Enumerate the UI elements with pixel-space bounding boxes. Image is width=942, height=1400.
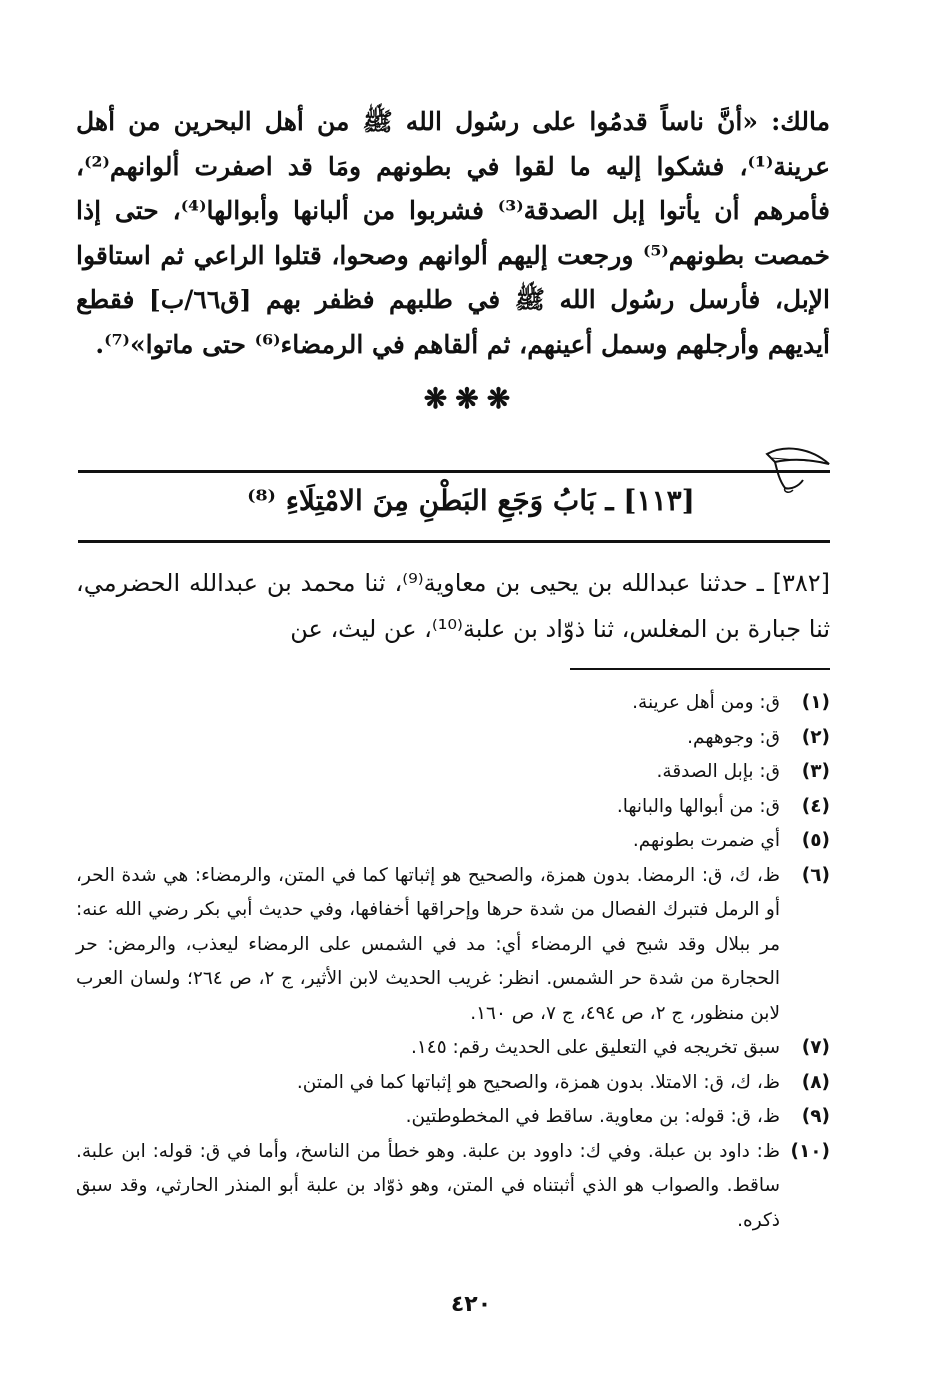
footnote-number: (٣) — [801, 761, 830, 782]
footnote-item — [76, 1135, 830, 1239]
footnote-item — [76, 824, 830, 859]
page-number: ٤٢٠ — [450, 1292, 492, 1317]
footnote-item — [76, 1031, 830, 1066]
footnote-text: ق: ومن أهل عرينة. — [632, 692, 780, 713]
footnote-text: سبق تخريجه في التعليق على الحديث رقم: ١٤٥. — [410, 1037, 780, 1058]
chapter-heading: [١١٣] ـ بَابُ وَجَعِ البَطْنِ مِنَ الامْتِلَاءِ ⁽⁸⁾ — [247, 484, 695, 517]
footnote-text: ق: بإبل الصدقة. — [656, 761, 780, 782]
footnote-separator-rule — [570, 668, 830, 670]
footnote-text: ق: وجوههم. — [687, 726, 780, 748]
footnote-text: ظ: داود بن عبلة. وفي ك: داوود بن علبة. وهو خطأ من الناسخ، وأما في ق: قوله: ابن علبة. ساقط. والصواب هو الذي أثبتناه في المتن، وهو ذوّاد بن علبة أبو المنذر الحارثي، وقد سبق ذكره. — [76, 1140, 780, 1231]
footnote-item — [76, 1066, 830, 1101]
footnote-number: (٥) — [801, 830, 830, 851]
footnote-number: (٤) — [801, 795, 830, 817]
footnote-number: (٨) — [801, 1071, 830, 1093]
footnote-text: ق: من أبوالها والبانها. — [616, 795, 780, 817]
footnote-number: (٩) — [801, 1106, 830, 1127]
footnote-text: ظ، ق: قوله: بن معاوية. ساقط في المخطوطتين. — [405, 1106, 780, 1127]
heading-top-rule — [78, 470, 830, 473]
section-separator-stars: ❋❋❋ — [423, 382, 519, 415]
footnote-item — [76, 1100, 830, 1135]
footnote-text: ظ، ك، ق: الرمضا. بدون همزة، والصحيح هو إثباتها كما في المتن، والرمضاء: هي شدة الحر، أو الرمل فتبرك الفصال من شدة حرها وإحراقها أخفافها، وفي حديث أبي بكر رضي الله عنه: مر ببلال وقد شبح في الرمضاء أي: مد في الشمس على الرمضاء ليعذب، والرمض: حر الحجارة من شدة حر الشمس. انظر: غريب الحديث لابن الأثير، ج ٢، ص ٢٦٤؛ ولسان العرب لابن منظور، ج ٢، ص ٤٩٤، ج ٧، ص ١٦٠. — [76, 864, 781, 1024]
footnote-item — [76, 721, 830, 756]
footnotes-list — [76, 686, 830, 1238]
main-paragraph: مالك: «أنَّ ناساً قدمُوا على رسُول الله ﷺ من أهل البحرين من أهل عرينة⁽¹⁾، فشكوا إليه ما لقوا في بطونهم ومَا قد اصفرت ألوانهم⁽²⁾، فأمرهم أن يأتوا إبل الصدقة⁽³⁾ فشربوا من ألبانها وأبوالها⁽⁴⁾، حتى إذا خمصت بطونهم⁽⁵⁾ ورجعت إليهم ألوانهم وصحوا، قتلوا الراعي ثم استاقوا الإبل، فأرسل رسُول الله ﷺ في طلبهم فظفر بهم [ق٦٦/ب] فقطع أيديهم وأرجلهم وسمل أعينهم، ثم ألقاهم في الرمضاء⁽⁶⁾ حتى ماتوا»⁽⁷⁾. — [76, 107, 830, 359]
footnote-number: (١٠) — [790, 1140, 830, 1162]
heading-bottom-rule — [78, 540, 830, 543]
footnote-number: (١) — [801, 692, 830, 713]
footnote-text: أي ضمرت بطونهم. — [632, 830, 780, 851]
footnote-item — [76, 686, 830, 721]
footnote-item — [76, 859, 830, 1032]
footnote-number: (٢) — [801, 726, 830, 748]
footnote-number: (٧) — [801, 1037, 830, 1058]
hadith-text: [٣٨٢] ـ حدثنا عبدالله بن يحيى بن معاوية⁽⁹⁾، ثنا محمد بن عبدالله الحضرمي، ثنا جبارة بن المغلس، ثنا ذوّاد بن علبة⁽¹⁰⁾، عن ليث، عن — [76, 569, 831, 643]
footnote-item — [76, 790, 830, 825]
footnote-number: (٦) — [801, 864, 830, 886]
footnote-text: ظ، ك، ق: الامتلا. بدون همزة، والصحيح هو إثباتها كما في المتن. — [296, 1071, 780, 1093]
footnote-item — [76, 755, 830, 790]
